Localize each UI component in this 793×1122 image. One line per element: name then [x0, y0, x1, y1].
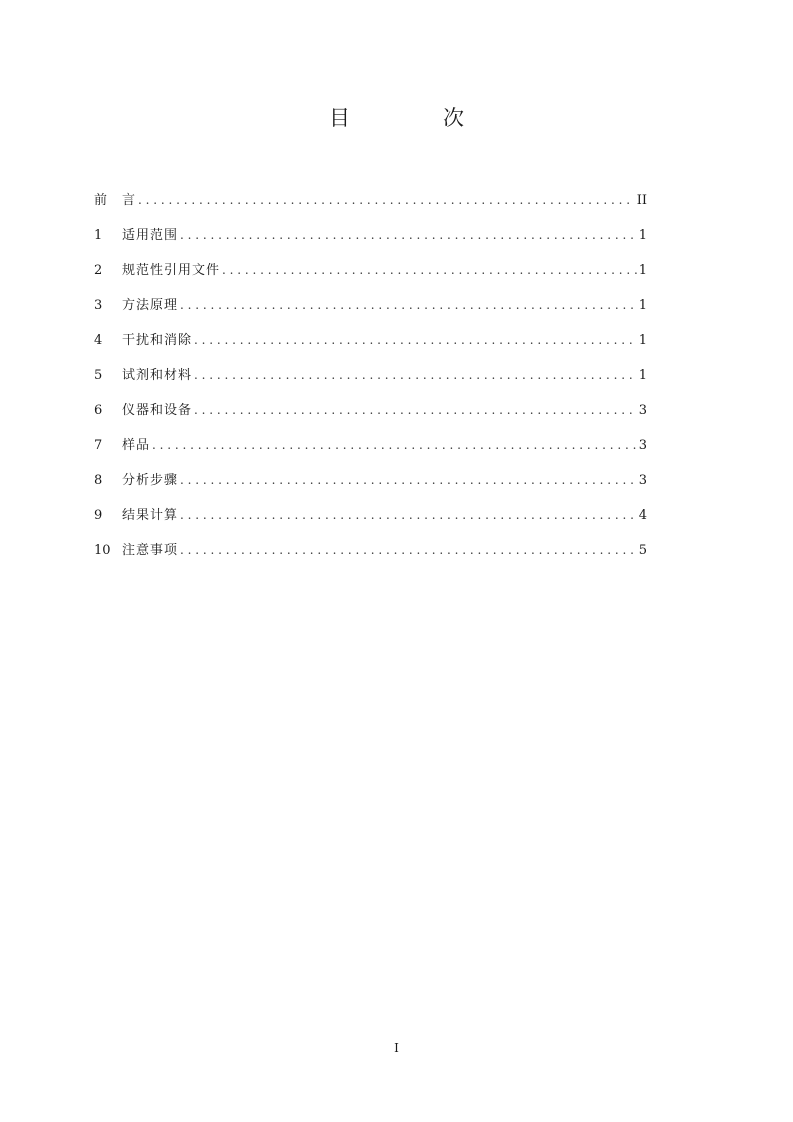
toc-leader-dots [194, 365, 637, 385]
toc-entry-title: 方法原理 [122, 298, 179, 313]
page-number: I [394, 1041, 399, 1055]
toc-entry-number: 10 [94, 543, 111, 558]
toc-entry-page: 3 [638, 438, 647, 453]
table-of-contents [94, 190, 647, 575]
toc-entry-page: 3 [638, 403, 647, 418]
toc-entry-7[interactable] [94, 435, 647, 470]
toc-entry-title: 仪器和设备 [122, 403, 193, 418]
toc-entry-number: 7 [94, 438, 103, 453]
toc-entry-page: 1 [638, 298, 647, 313]
toc-leader-dots [194, 330, 637, 350]
toc-entry-number: 2 [94, 263, 103, 278]
toc-entry-number: 6 [94, 403, 103, 418]
toc-entry-preface[interactable] [94, 190, 647, 225]
toc-entry-title: 样品 [122, 438, 151, 453]
toc-entry-1[interactable] [94, 225, 647, 260]
toc-entry-9[interactable] [94, 505, 647, 540]
toc-entry-page: 1 [638, 333, 647, 348]
toc-entry-title: 前 言 [94, 193, 137, 208]
toc-entry-page: 5 [638, 543, 647, 558]
toc-leader-dots [180, 225, 637, 245]
toc-entry-page: 4 [638, 508, 647, 523]
toc-heading: 目 次 [329, 106, 500, 130]
toc-entry-3[interactable] [94, 295, 647, 330]
toc-entry-title: 干扰和消除 [122, 333, 193, 348]
toc-entry-number: 1 [94, 228, 103, 243]
toc-entry-number: 5 [94, 368, 103, 383]
toc-entry-title: 结果计算 [122, 508, 179, 523]
toc-leader-dots [222, 260, 637, 280]
toc-entry-page: II [636, 193, 647, 208]
toc-entry-8[interactable] [94, 470, 647, 505]
toc-leader-dots [180, 295, 637, 315]
toc-leader-dots [180, 505, 637, 525]
toc-leader-dots [138, 190, 635, 210]
toc-entry-title: 试剂和材料 [122, 368, 193, 383]
toc-entry-page: 3 [638, 473, 647, 488]
toc-entry-page: 1 [638, 228, 647, 243]
toc-entry-number: 9 [94, 508, 103, 523]
toc-leader-dots [180, 470, 637, 490]
toc-entry-4[interactable] [94, 330, 647, 365]
toc-entry-number: 4 [94, 333, 103, 348]
toc-entry-title: 注意事项 [122, 543, 179, 558]
toc-entry-number: 3 [94, 298, 103, 313]
toc-entry-10[interactable] [94, 540, 647, 575]
toc-leader-dots [180, 540, 637, 560]
toc-entry-page: 1 [638, 263, 647, 278]
toc-entry-2[interactable] [94, 260, 647, 295]
toc-entry-title: 分析步骤 [122, 473, 179, 488]
toc-entry-title: 适用范围 [122, 228, 179, 243]
toc-entry-title: 规范性引用文件 [122, 263, 221, 278]
toc-leader-dots [194, 400, 637, 420]
toc-leader-dots [152, 435, 637, 455]
toc-entry-5[interactable] [94, 365, 647, 400]
toc-entry-number: 8 [94, 473, 103, 488]
toc-entry-6[interactable] [94, 400, 647, 435]
toc-entry-page: 1 [638, 368, 647, 383]
